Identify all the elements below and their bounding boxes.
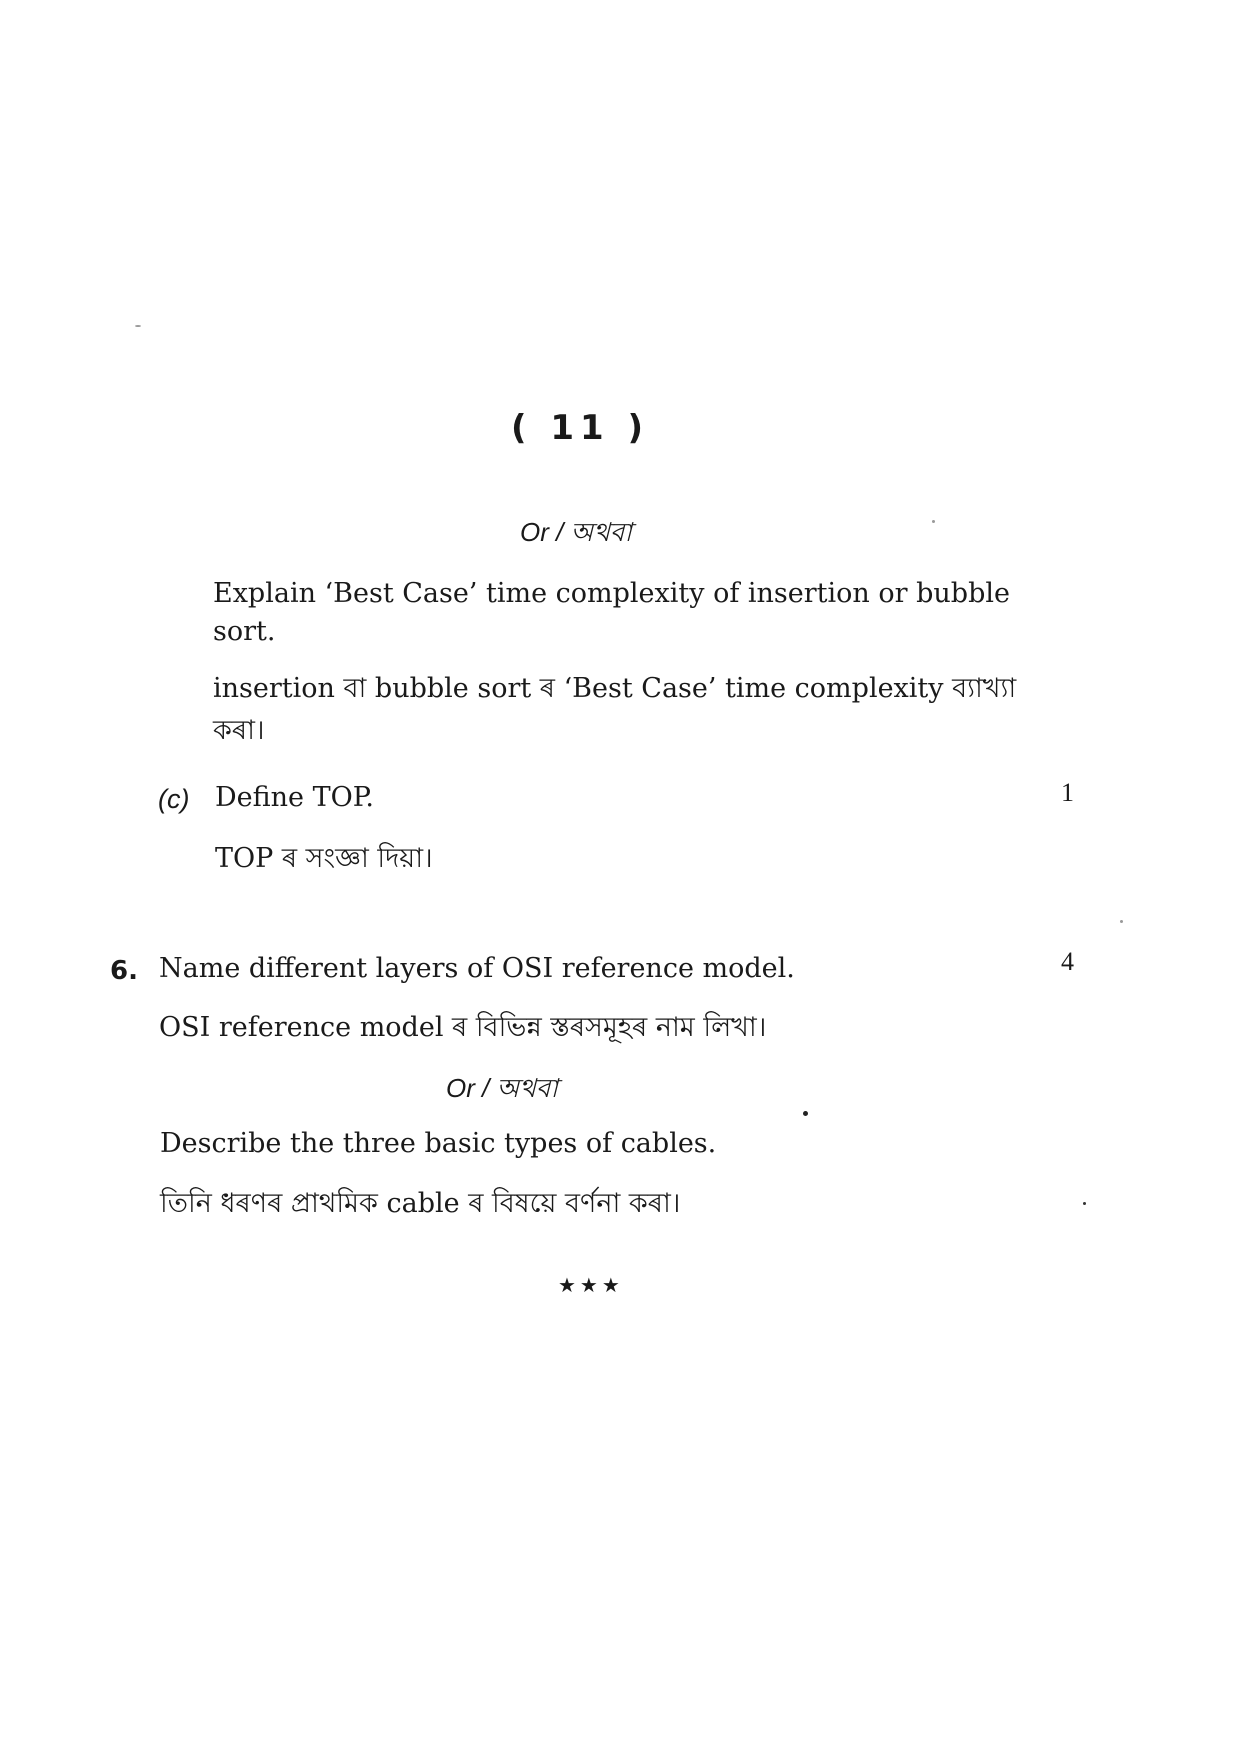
q5b-alt-assamese-line2: কৰা। <box>213 715 265 746</box>
q5c-label: (c) <box>158 784 190 814</box>
q5b-alt-assamese-line1: insertion বা bubble sort ৰ ‘Best Case’ time complexity ব্যাখ্যা <box>213 673 1017 704</box>
scan-speck <box>135 325 141 327</box>
scan-speck <box>1120 920 1123 923</box>
scan-speck <box>803 1111 808 1116</box>
q5b-alt-english-line1: Explain ‘Best Case’ time complexity of insertion or bubble <box>213 578 1010 609</box>
scan-speck <box>932 520 935 523</box>
scan-speck <box>1083 1202 1086 1205</box>
q6-or-separator: Or / অথবা <box>446 1073 558 1103</box>
q6-marks: 4 <box>1061 947 1074 976</box>
q5c-assamese: TOP ৰ সংজ্ঞা দিয়া। <box>215 843 433 874</box>
page-number: ( 11 ) <box>510 408 650 448</box>
q6-alt-english: Describe the three basic types of cables. <box>160 1128 717 1159</box>
q6-number: 6. <box>110 956 138 986</box>
end-of-paper-stars: ★★★ <box>558 1273 624 1297</box>
q6-alt-assamese: তিনি ধৰণৰ প্ৰাথমিক cable ৰ বিষয়ে বৰ্ণনা কৰা। <box>160 1188 681 1219</box>
q5b-alt-english-line2: sort. <box>213 616 276 647</box>
q6-english: Name different layers of OSI reference model. <box>159 953 795 984</box>
or-separator: Or / অথবা <box>520 517 632 547</box>
q5c-english: Define TOP. <box>215 782 375 813</box>
q6-assamese: OSI reference model ৰ বিভিন্ন স্তৰসমূহৰ নাম লিখা। <box>159 1012 767 1043</box>
q5c-marks: 1 <box>1061 778 1074 807</box>
